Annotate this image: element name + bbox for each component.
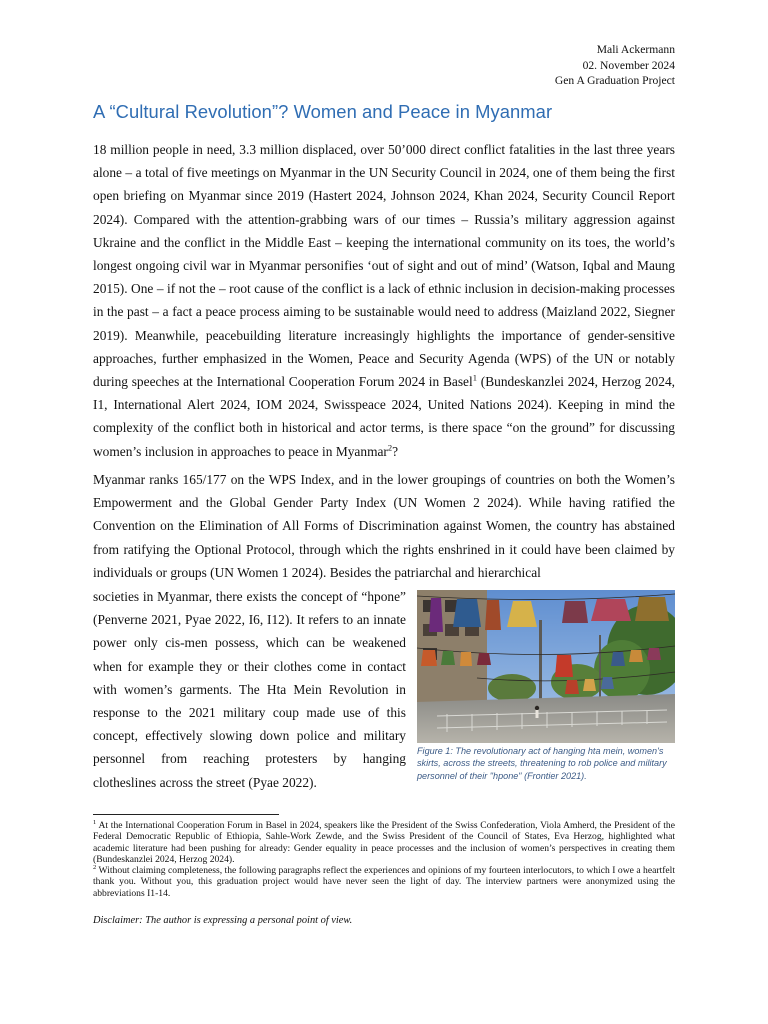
figure-caption: Figure 1: The revolutionary act of hanging hta mein, women's skirts, across the streets, threatening to rob police and military personnel of their "hpone" (Frontier 2021). xyxy=(417,746,667,781)
figure-photo xyxy=(417,590,675,743)
paragraph-wps-index: Myanmar ranks 165/177 on the WPS Index, and in the lower groupings of countries on both the Women’s Empowerment and the Global Gender Party Index (UN Women 2 2024). While having ratified the Convention on the Elimination of All Forms of Discrimination against Women, the country has abstained from ratifying the Optional Protocol, through which the rights enshrined in it could have been claimed by individuals or groups (UN Women 1 2024). Besides the patriarchal and hierarchical xyxy=(93,472,675,580)
page-title: A “Cultural Revolution”? Women and Peace in Myanmar xyxy=(93,101,553,122)
author-name: Mali Ackermann xyxy=(596,43,675,56)
project-name: Gen A Graduation Project xyxy=(554,74,675,87)
footnote-2-marker: 2 xyxy=(93,864,97,871)
document-date: 02. November 2024 xyxy=(582,58,675,72)
footnotes xyxy=(93,820,675,899)
paragraph-intro-text-b: (Bundeskanzlei 2024, Herzog 2024, I1, International Alert 2024, IOM 2024, Swisspeace 2024, United Nations 2024). Keeping in mind the complexity of the conflict both in historical and actor terms, is there space “on the ground” for discussing women’s inclusion in approaches to peace in Myanmar xyxy=(93,374,675,459)
paragraph-hpone: societies in Myanmar, there exists the concept of “hpone” (Penverne 2021, Pyae 2022, I6, I12). It refers to an innate power only cis-men possess, which can be weakened when for example they or their clothes come in contact with women’s garments. The Hta Mein Revolution in response to the 2021 military coup made use of this concept, effectively slowing down police and military personnel from reaching protesters by hanging clotheslines across the street (Pyae 2022). xyxy=(93,589,406,790)
footnote-ref-1[interactable]: 1 xyxy=(472,372,477,383)
street-clotheslines-image xyxy=(417,590,675,743)
footnote-2-text: Without claiming completeness, the following paragraphs reflect the experiences and opinions of my fourteen interlocutors, to which I owe a heartfelt thank you. Without you, this graduation project would have never seen the light of day. The interview partners were anonymized using the abbreviations I1-14. xyxy=(93,865,675,899)
footnote-separator xyxy=(93,814,279,815)
footnote-1-marker: 1 xyxy=(93,818,97,826)
document-header xyxy=(555,42,675,89)
disclaimer: Disclaimer: The author is expressing a personal point of view. xyxy=(93,915,353,926)
footnote-2 xyxy=(93,865,675,899)
paragraph-intro-text-a: 18 million people in need, 3.3 million displaced, over 50’000 direct conflict fatalities in the last three years alone – a total of five meetings on Myanmar in the UN Security Council in 2024, one of them being the first open briefing on Myanmar since 2019 (Hastert 2024, Johnson 2024, Khan 2024, Security Council Report 2024). Compared with the attention-grabbing wars of our times – Russia’s military aggression against Ukraine and the conflict in the Middle East – keeping the international community on its toes, the world’s longest ongoing civil war in Myanmar personifies ‘out of sight and out of mind’ (Watson, Iqbal and Maung 2015). One – if not the – root cause of the conflict is a lack of ethnic inclusion in decision-making processes in the past – a fact a peace process aiming to be sustainable would need to address (Maizland 2022, Siegner 2019). Meanwhile, peacebuilding literature increasingly highlights the importance of gender-sensitive approaches, further emphasized in the Women, Peace and Security Agenda (WPS) of the UN or notably during speeches at the International Cooperation Forum 2024 in Basel xyxy=(93,142,675,390)
footnote-1 xyxy=(93,820,675,865)
footnote-ref-2[interactable]: 2 xyxy=(387,442,393,453)
footnote-1-text: At the International Cooperation Forum in Basel in 2024, speakers like the President of the Swiss Confederation, Viola Amherd, the President of the Federal Democratic Republic of Ethiopia, Sahle-Work Zewde, and the Swiss President of the Council of States, Eva Herzog, highlighted what academic literature had been pushing for already: Gender equality in peace processes and the inclusion of women’s perspectives in creating them (Bundeskanzlei 2024, Herzog 2024). xyxy=(93,820,675,865)
paragraph-intro-text-c: ? xyxy=(392,443,399,459)
paragraph-intro xyxy=(93,138,675,463)
